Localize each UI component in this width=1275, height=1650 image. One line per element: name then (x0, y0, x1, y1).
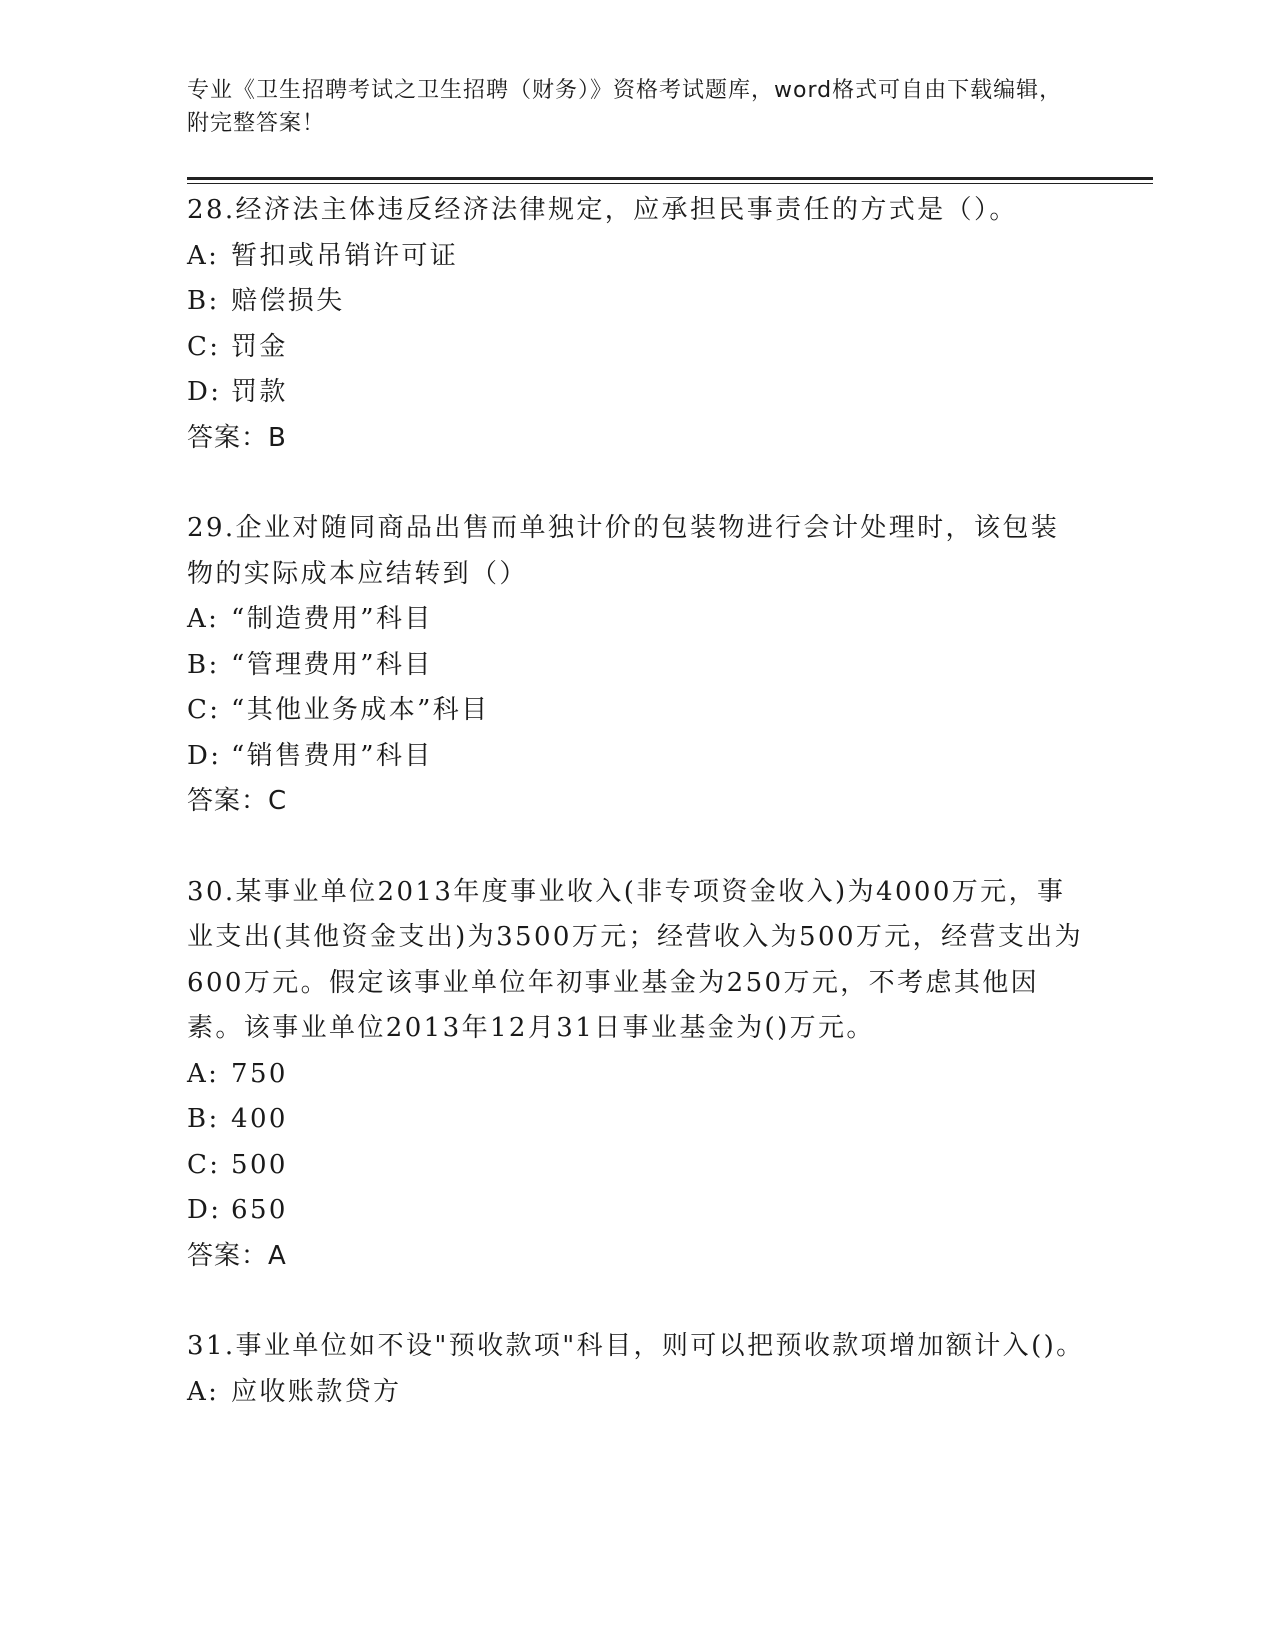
option-letter: C: (187, 1149, 221, 1180)
header-divider-thin (187, 183, 1153, 184)
question-31 (187, 1324, 1087, 1415)
option-letter: C: (187, 331, 221, 362)
answer-line: 答案：C (187, 786, 288, 816)
question-30 (187, 870, 1087, 1280)
option-text: “其他业务成本”科目 (231, 695, 490, 725)
option-text: 650 (231, 1195, 288, 1225)
option-b (187, 1097, 1087, 1143)
option-text: 赔偿损失 (231, 286, 345, 316)
document-intro: 专业《卫生招聘考试之卫生招聘（财务）》资格考试题库，word格式可自由下载编辑，附完整答案！ (187, 78, 1063, 136)
question-28 (187, 188, 1087, 461)
option-c (187, 325, 1087, 371)
option-letter: B: (187, 649, 220, 680)
option-text: 罚金 (231, 331, 288, 362)
option-letter: A: (187, 604, 220, 634)
option-text: 暂扣或吊销许可证 (231, 240, 459, 271)
option-a (187, 1370, 1087, 1416)
option-a (187, 1052, 1087, 1098)
option-d (187, 1188, 1087, 1234)
option-c (187, 1143, 1087, 1189)
question-gap (187, 825, 1087, 870)
option-b (187, 279, 1087, 325)
answer-line: 答案：B (187, 422, 287, 453)
option-d (187, 734, 1087, 780)
option-letter: C: (187, 695, 221, 725)
option-text: 750 (231, 1058, 288, 1089)
option-text: 500 (231, 1149, 288, 1180)
option-d (187, 370, 1087, 416)
question-stem: 31.事业单位如不设"预收款项"科目，则可以把预收款项增加额计入()。 (187, 1331, 1085, 1361)
option-c (187, 688, 1087, 734)
option-text: “制造费用”科目 (231, 604, 433, 634)
option-a (187, 597, 1087, 643)
option-letter: A: (187, 1058, 220, 1089)
question-gap (187, 461, 1087, 506)
answer-line: 答案：A (187, 1240, 287, 1271)
option-text: “管理费用”科目 (231, 649, 433, 680)
option-letter: A: (187, 1376, 220, 1407)
option-text: 400 (231, 1104, 288, 1134)
option-letter: B: (187, 1104, 220, 1134)
question-gap (187, 1279, 1087, 1324)
option-text: 罚款 (231, 377, 288, 407)
question-stem: 28.经济法主体违反经济法律规定，应承担民事责任的方式是（）。 (187, 195, 1018, 225)
option-text: 应收账款贷方 (231, 1376, 402, 1407)
question-stem: 30.某事业单位2013年度事业收入(非专项资金收入)为4000万元，事业支出(其他资金支出)为3500万元；经营收入为500万元，经营支出为600万元。假定该事业单位年初事业基金为250万元，不考虑其他因素。该事业单位2013年12月31日事业基金为()万元。 (187, 876, 1084, 1043)
question-list (187, 188, 1087, 1415)
option-letter: A: (187, 240, 220, 271)
question-stem: 29.企业对随同商品出售而单独计价的包装物进行会计处理时，该包装物的实际成本应结转到（） (187, 513, 1060, 589)
option-a (187, 234, 1087, 280)
option-letter: B: (187, 286, 220, 316)
option-letter: D: (187, 377, 222, 407)
option-text: “销售费用”科目 (231, 740, 433, 771)
question-29 (187, 506, 1087, 825)
option-b (187, 643, 1087, 689)
header-divider-thick (187, 177, 1153, 180)
option-letter: D: (187, 1195, 222, 1225)
option-letter: D: (187, 740, 222, 771)
